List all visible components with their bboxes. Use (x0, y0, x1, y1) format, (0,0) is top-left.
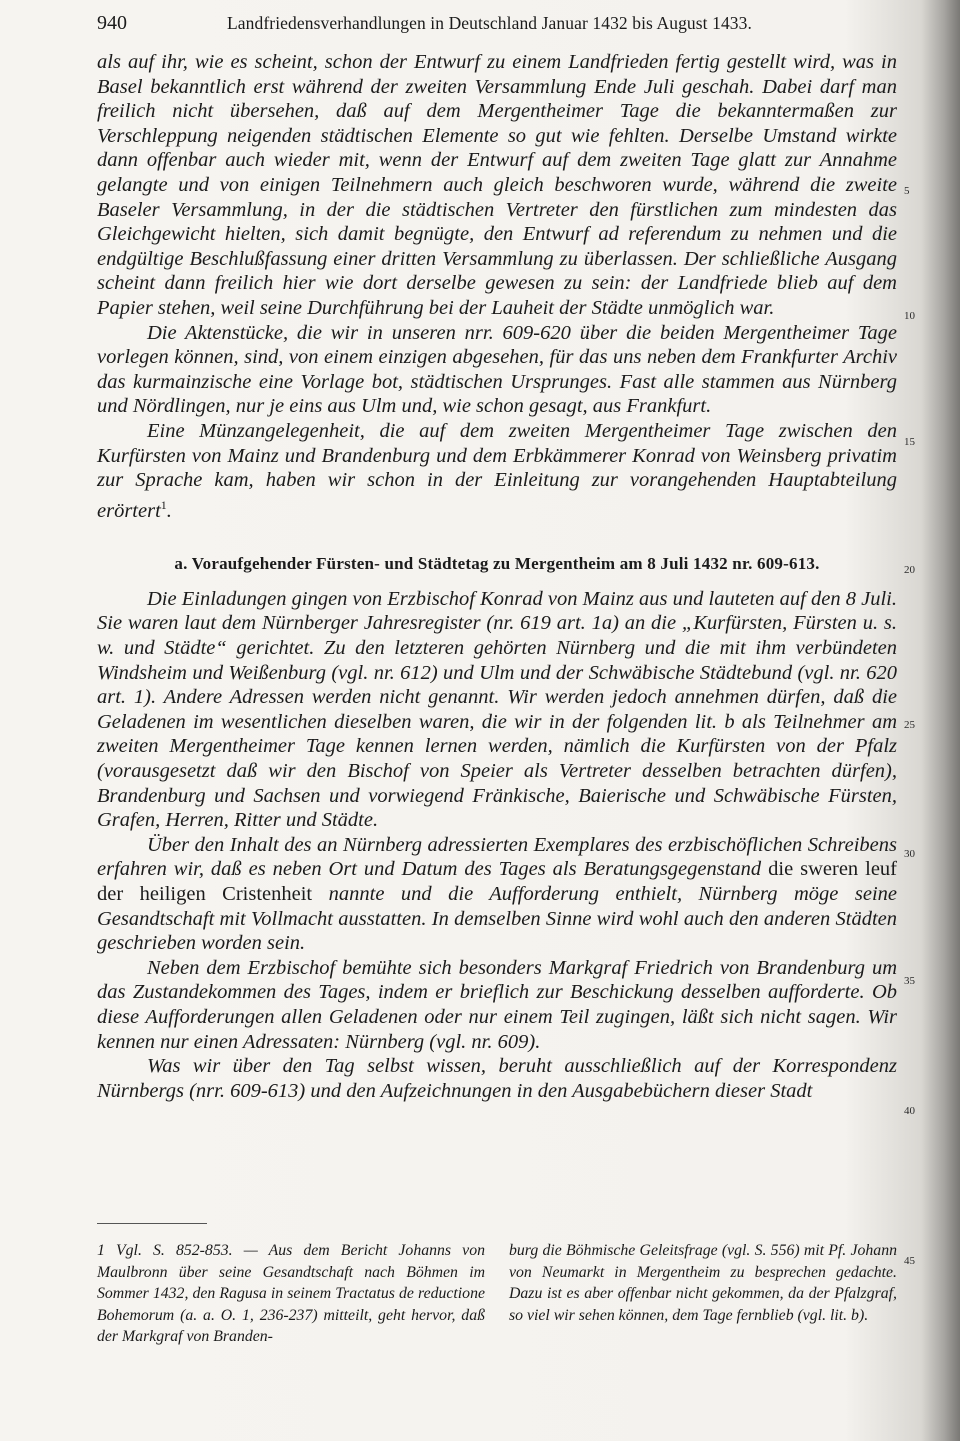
line-number: 30 (904, 848, 915, 860)
paragraph-6: Neben dem Erzbischof bemühte sich besonders Markgraf Friedrich von Brandenburg um das Zustandekommen des Tages, indem er brieflich zur Beschickung desselben aufforderte. Ob diese Aufforderungen allen Geladenen oder nur einem Teil zugingen, läßt sich nicht sagen. Wir kennen nur einen Adressaten: Nürnberg (vgl. nr. 609). (97, 956, 897, 1053)
page-header (97, 8, 782, 38)
paragraph-1: als auf ihr, wie es scheint, schon der Entwurf zu einem Landfrieden fertig gestellt wird, was in Basel bekanntlich erst während der zweiten Versammlung Ende Juli geschah. Dabei darf man freilich nicht übersehen, daß auf dem Mergentheimer Tage die bekanntermaßen zur Verschleppung neigenden städtischen Elemente so gut wie fehlten. Derselbe Umstand wirkte dann offenbar auch wieder mit, wenn der Entwurf auf dem zweiten Tage glatt zur Annahme gelangte und von einigen Teilnehmern auch gleich beschworen wurde, während die zweite Baseler Versammlung, in der die städtischen Vertreter den fürstlichen zum mindesten das Gleichgewicht hielten, sich damit begnügte, den Entwurf ad referendum zu nehmen und die endgültige Beschlußfassung einer dritten Versammlung zu überlassen. Der schließliche Ausgang scheint dann freilich hier wie dort derselbe gewesen zu sein: der Landfriede blieb auf dem Papier stehen, weil seine Durchführung bei der Lauheit der Städte unmöglich war. (97, 51, 897, 319)
paragraph-7: Was wir über den Tag selbst wissen, beruht ausschließlich auf der Korrespondenz Nürnbergs (nrr. 609-613) und den Aufzeichnungen in den Ausgabebüchern dieser Stadt (97, 1055, 897, 1102)
paragraph-4: Die Einladungen gingen von Erzbischof Konrad von Mainz aus und lauteten auf den 8 Juli. Sie waren laut dem Nürnberger Jahresregister (nr. 619 art. 1a) an die „Kurfürsten, Fürsten u. s. w. und Städte“ gerichtet. Zu den letzteren gehörten Nürnberg und die mit ihm verbündeten Windsheim und Weißenburg (vgl. nr. 612) und Ulm und der Schwäbische Städtebund (vgl. nr. 620 art. 1). Andere Adressen werden nicht genannt. Wir werden jedoch annehmen dürfen, daß die Geladenen im wesentlichen dieselben waren, die wir in der folgenden lit. b als Teilnehmer am zweiten Mergentheimer Tage kennen lernen werden, nämlich die Kurfürsten von der Pfalz (vorausgesetzt daß wir den Bischof von Speier als Vertreter desselben betrachten dürfen), Brandenburg und Sachsen und vorwiegend Fränkische, Baierische und Schwäbische Fürsten, Grafen, Herren, Ritter und Städte. (97, 587, 897, 832)
line-number: 10 (904, 310, 915, 322)
line-number: 40 (904, 1105, 915, 1117)
paragraph-3-end: . (166, 499, 172, 522)
source-quotation: die sweren leuf der heiligen Cristenheit (97, 858, 897, 905)
paragraph-3 (97, 419, 897, 523)
paragraph-5 (97, 833, 897, 956)
paragraph-2: Die Aktenstücke, die wir in unseren nrr. 609-620 über die beiden Mergentheimer Tage vorlegen können, sind, von einem einzigen abgesehen, für das uns neben dem Frankfurter Archiv das kurmainzische eine Vorlage bot, städtischen Ursprunges. Fast alle stammen aus Nürnberg und Nördlingen, nur je eins aus Ulm und, wie schon gesagt, aus Frankfurt. (97, 321, 897, 418)
footnote-rule (97, 1223, 207, 1224)
section-heading: a. Voraufgehender Fürsten- und Städtetag zu Mergentheim am 8 Juli 1432 nr. 609-613. (174, 554, 820, 574)
paragraph-5-text-a: Über den Inhalt des an Nürnberg adressierten Exemplares des erzbischöflichen Schreibens erfahren wir, daß es neben Ort und Datum des Tages als Beratungsgegenstand (97, 833, 897, 881)
footnote-1-part-2: burg die Böhmische Geleitsfrage (vgl. S. 556) mit Pf. Johann von Neumarkt in Mergentheim zu besprechen gedachte. Dazu ist es aber offenbar nicht gekommen, da der Pfalzgraf, so viel wir sehen können, dem Tage fernblieb (vgl. lit. b). (509, 1242, 897, 1324)
footnote-column-left (97, 1240, 485, 1348)
line-number: 45 (904, 1255, 915, 1267)
main-text (97, 50, 897, 1103)
line-number: 20 (904, 564, 915, 576)
line-number: 25 (904, 719, 915, 731)
line-number: 35 (904, 975, 915, 987)
margin-line-numbers (904, 0, 934, 1441)
page-number: 940 (97, 12, 127, 34)
paragraph-5-text-b: nannte und die Aufforderung enthielt, Nürnberg möge seine Gesandtschaft mit Vollmacht ausstatten. In demselben Sinne wird wohl auch den anderen Städten geschrieben worden sein. (97, 883, 898, 955)
running-title: Landfriedensverhandlungen in Deutschland Januar 1432 bis August 1433. (227, 13, 752, 33)
paragraph-3-text: Eine Münzangelegenheit, die auf dem zweiten Mergentheimer Tage zwischen den Kurfürsten von Mainz und Brandenburg und dem Erbkämmerer Konrad von Weinsberg privatim zur Sprache kam, haben wir schon in der Einleitung zur vorangehenden Hauptabteilung erörtert (97, 419, 897, 522)
line-number: 5 (904, 185, 910, 197)
footnote-column-right (509, 1240, 897, 1326)
footnote-1-part-1: 1 Vgl. S. 852-853. — Aus dem Bericht Johanns von Maulbronn über seine Gesandtschaft nach Böhmen im Sommer 1432, den Ragusa in seinem Tractatus de reductione Bohemorum (a. a. O. 1, 236-237) mitteilt, geht hervor, daß der Markgraf von Branden- (97, 1242, 485, 1346)
footnote-reference: 1 (160, 497, 167, 512)
line-number: 15 (904, 436, 915, 448)
